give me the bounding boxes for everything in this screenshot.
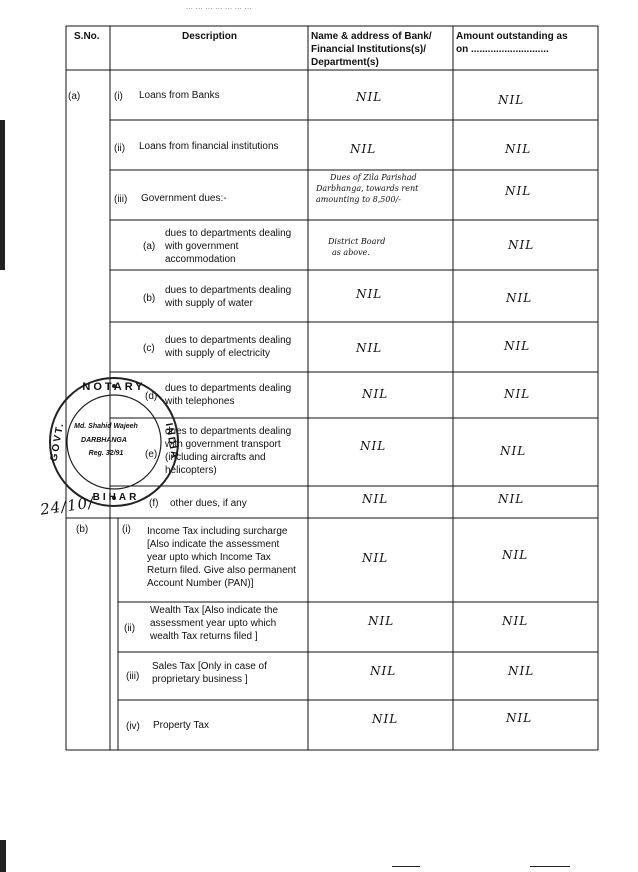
row-b2-amount: NIL [502, 614, 529, 628]
row-sd-number: (d) [145, 391, 158, 402]
header-amount: Amount outstanding as on ............................ [456, 31, 568, 55]
row-sf-number: (f) [149, 498, 159, 509]
row-se-number: (e) [145, 449, 158, 460]
scan-dash [530, 866, 570, 867]
row-a1-description: Loans from Banks [139, 90, 220, 101]
row-a2-description: Loans from financial institutions [139, 141, 279, 152]
top-cut-text: ... ... ... ... ... ... ... [186, 4, 253, 11]
scan-edge-mark [0, 120, 5, 270]
row-b1-number: (i) [122, 524, 131, 535]
stamp-right-word: INDIA [162, 422, 181, 461]
scan-edge-mark-bottom [0, 840, 6, 872]
row-sb-name: NIL [356, 287, 383, 301]
row-sf-description: other dues, if any [170, 498, 247, 509]
row-b3-description: Sales Tax [Only in case of proprietary business ] [152, 661, 267, 685]
row-a1-amount: NIL [498, 93, 525, 107]
row-sc-number: (c) [143, 343, 155, 354]
row-sd-description: dues to departments dealing with telephones [165, 383, 292, 407]
scan-dash [392, 866, 420, 867]
row-se-amount: NIL [500, 444, 527, 458]
row-b4-description: Property Tax [153, 720, 209, 731]
row-sb-amount: NIL [506, 291, 533, 305]
row-sf-amount: NIL [498, 492, 525, 506]
row-sf-name: NIL [362, 492, 389, 506]
row-sb-description: dues to departments dealing with supply of water [165, 285, 292, 309]
row-sb-number: (b) [143, 293, 156, 304]
row-sa-amount: NIL [508, 238, 535, 252]
row-sc-amount: NIL [504, 339, 531, 353]
stamp-bottom-word: BIHAR [92, 492, 140, 503]
row-a1-name: NIL [356, 90, 383, 104]
row-b3-name: NIL [370, 664, 397, 678]
stamp-reg: Reg. 32/91 [88, 450, 124, 457]
stamp-left-word: GOVT. [48, 420, 67, 463]
row-se-description: dues to departments dealing with government transport (including aircrafts and helicopters) [165, 426, 292, 476]
stamp-name: Md. Shahid Wajeeh [74, 423, 138, 430]
row-b4-name: NIL [372, 712, 399, 726]
section-b-label: (b) [76, 524, 89, 535]
row-b1-description: Income Tax including surcharge [Also indicate the assessment year upto which Income Tax Return filed. Give also permanent Account Number (PAN)] [147, 526, 296, 589]
header-description: Description [182, 31, 238, 42]
row-b2-number: (ii) [124, 623, 136, 634]
row-b4-amount: NIL [506, 711, 533, 725]
row-a3-amount: NIL [505, 184, 532, 198]
row-sc-name: NIL [356, 341, 383, 355]
row-b3-number: (iii) [126, 671, 140, 682]
row-a2-name: NIL [350, 142, 377, 156]
row-b2-name: NIL [368, 614, 395, 628]
row-a1-number: (i) [114, 91, 123, 102]
margin-handwritten-note: 24/10/ [39, 493, 96, 519]
row-sa-name: District Board as above. [328, 237, 386, 257]
row-a3-number: (iii) [114, 194, 128, 205]
row-b4-number: (iv) [126, 721, 140, 732]
row-sd-name: NIL [362, 387, 389, 401]
row-b2-description: Wealth Tax [Also indicate the assessment year upto which wealth Tax returns filed ] [150, 605, 279, 642]
row-b1-name: NIL [362, 551, 389, 565]
row-a3-description: Government dues:- [141, 193, 227, 204]
row-a2-amount: NIL [505, 142, 532, 156]
row-sd-amount: NIL [504, 387, 531, 401]
stamp-top-word: NOTARY [82, 381, 146, 393]
row-se-name: NIL [360, 439, 387, 453]
section-a-label: (a) [68, 91, 81, 102]
header-name-address: Name & address of Bank/ Financial Institutions(s)/ Department(s) [311, 31, 432, 68]
header-sno: S.No. [74, 31, 100, 42]
notary-stamp [44, 372, 184, 512]
row-a2-number: (ii) [114, 143, 126, 154]
row-a3-name: Dues of Zila Parishad Darbhanga, towards rent amounting to 8,500/- [316, 173, 419, 204]
row-sc-description: dues to departments dealing with supply of electricity [165, 335, 292, 359]
row-b3-amount: NIL [508, 664, 535, 678]
row-sa-description: dues to departments dealing with government accommodation [165, 228, 292, 265]
row-sa-number: (a) [143, 241, 156, 252]
stamp-place: DARBHANGA [81, 437, 127, 444]
row-b1-amount: NIL [502, 548, 529, 562]
